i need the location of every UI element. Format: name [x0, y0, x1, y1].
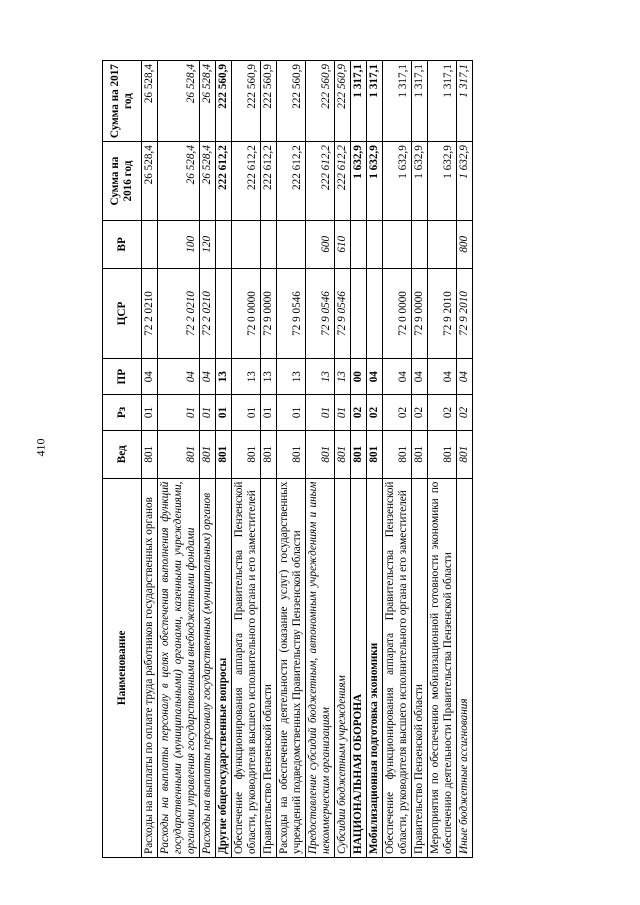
- cell-rz: 01: [216, 395, 232, 431]
- header-csr: ЦСР: [103, 268, 142, 359]
- cell-name: Правительство Пензенской области: [261, 478, 277, 857]
- cell-rz: 02: [428, 395, 457, 431]
- cell-name: Обеспечение функционирования аппарата Правительства Пензенской области, руководителя высшего исполнительного органа и его заместителей: [232, 478, 261, 857]
- cell-sum-2016: 1 632,9: [367, 142, 383, 221]
- cell-vr: [351, 220, 367, 268]
- table-header-row: [103, 61, 142, 858]
- cell-pr: 04: [428, 359, 457, 395]
- cell-csr: 72 9 0546: [277, 268, 306, 359]
- cell-csr: 72 9 0546: [306, 268, 335, 359]
- cell-name: Правительство Пензенской области: [412, 478, 428, 857]
- cell-rz: 02: [351, 395, 367, 431]
- cell-sum-2016: 222 612,2: [261, 142, 277, 221]
- cell-sum-2016: 26 528,4: [142, 142, 158, 221]
- cell-ved: 801: [216, 430, 232, 478]
- cell-rz: 02: [457, 395, 473, 431]
- cell-rz: 01: [232, 395, 261, 431]
- cell-ved: 801: [200, 430, 216, 478]
- cell-vr: [383, 220, 412, 268]
- cell-rz: 02: [412, 395, 428, 431]
- cell-sum-2017: 1 317,1: [428, 61, 457, 142]
- cell-csr: [216, 268, 232, 359]
- header-rz: Рз: [103, 395, 142, 431]
- table-row: [412, 61, 428, 858]
- cell-sum-2017: 222 560,9: [335, 61, 351, 142]
- cell-sum-2017: 1 317,1: [457, 61, 473, 142]
- cell-ved: 801: [142, 430, 158, 478]
- cell-csr: 72 0 0000: [232, 268, 261, 359]
- cell-sum-2017: 1 317,1: [412, 61, 428, 142]
- cell-ved: 801: [351, 430, 367, 478]
- header-vr: ВР: [103, 220, 142, 268]
- cell-csr: 72 9 0000: [261, 268, 277, 359]
- cell-sum-2017: 1 317,1: [351, 61, 367, 142]
- header-ved: Вед: [103, 430, 142, 478]
- cell-pr: 13: [277, 359, 306, 395]
- cell-sum-2016: 1 632,9: [412, 142, 428, 221]
- budget-table-container: [102, 60, 574, 858]
- table-row: [216, 61, 232, 858]
- cell-pr: 04: [367, 359, 383, 395]
- table-row: [383, 61, 412, 858]
- cell-name: Мобилизационная подготовка экономики: [367, 478, 383, 857]
- table-row: [200, 61, 216, 858]
- cell-csr: 72 2 0210: [142, 268, 158, 359]
- cell-rz: 01: [335, 395, 351, 431]
- cell-pr: 13: [306, 359, 335, 395]
- cell-vr: [367, 220, 383, 268]
- cell-ved: 801: [261, 430, 277, 478]
- cell-sum-2017: 26 528,4: [200, 61, 216, 142]
- cell-sum-2016: 222 612,2: [277, 142, 306, 221]
- cell-csr: 72 2 0210: [158, 268, 200, 359]
- cell-csr: 72 2 0210: [200, 268, 216, 359]
- cell-ved: 801: [367, 430, 383, 478]
- cell-name: Расходы на выплаты по оплате труда работников государственных органов: [142, 478, 158, 857]
- table-row: [457, 61, 473, 858]
- cell-sum-2016: 1 632,9: [428, 142, 457, 221]
- cell-ved: 801: [232, 430, 261, 478]
- cell-name: Предоставление субсидий бюджетным, автономным учреждениям и иным некоммерческим организациям: [306, 478, 335, 857]
- cell-vr: [261, 220, 277, 268]
- cell-vr: 600: [306, 220, 335, 268]
- cell-name: Иные бюджетные ассигнования: [457, 478, 473, 857]
- cell-name: Мероприятия по обеспечению мобилизационной готовности экономики по обеспечению деятельности Правительства Пензенской области: [428, 478, 457, 857]
- cell-vr: [428, 220, 457, 268]
- cell-sum-2017: 1 317,1: [383, 61, 412, 142]
- cell-sum-2016: 1 632,9: [457, 142, 473, 221]
- cell-name: Субсидии бюджетным учреждениям: [335, 478, 351, 857]
- page-number: 410: [33, 438, 48, 457]
- table-body: [142, 61, 473, 858]
- cell-sum-2016: 26 528,4: [158, 142, 200, 221]
- cell-csr: 72 9 0000: [412, 268, 428, 359]
- cell-ved: 801: [158, 430, 200, 478]
- table-row: [351, 61, 367, 858]
- cell-name: НАЦИОНАЛЬНАЯ ОБОРОНА: [351, 478, 367, 857]
- table-row: [367, 61, 383, 858]
- cell-sum-2016: 1 632,9: [383, 142, 412, 221]
- cell-sum-2017: 222 560,9: [277, 61, 306, 142]
- cell-ved: 801: [412, 430, 428, 478]
- cell-sum-2017: 222 560,9: [306, 61, 335, 142]
- table-row: [261, 61, 277, 858]
- cell-sum-2017: 26 528,4: [142, 61, 158, 142]
- cell-sum-2016: 222 612,2: [216, 142, 232, 221]
- cell-pr: 04: [142, 359, 158, 395]
- cell-csr: [351, 268, 367, 359]
- cell-pr: 04: [412, 359, 428, 395]
- cell-ved: 801: [335, 430, 351, 478]
- cell-sum-2016: 222 612,2: [306, 142, 335, 221]
- cell-pr: 00: [351, 359, 367, 395]
- cell-rz: 01: [306, 395, 335, 431]
- cell-pr: 04: [158, 359, 200, 395]
- cell-rz: 01: [142, 395, 158, 431]
- cell-pr: 13: [261, 359, 277, 395]
- cell-sum-2017: 222 560,9: [216, 61, 232, 142]
- cell-sum-2017: 1 317,1: [367, 61, 383, 142]
- cell-rz: 01: [200, 395, 216, 431]
- cell-csr: 72 9 2010: [457, 268, 473, 359]
- cell-vr: 100: [158, 220, 200, 268]
- cell-sum-2016: 222 612,2: [232, 142, 261, 221]
- cell-csr: 72 9 2010: [428, 268, 457, 359]
- cell-sum-2016: 1 632,9: [351, 142, 367, 221]
- cell-name: Расходы на выплаты персоналу в целях обеспечения выполнения функций государственными (муниципальными) органами, казенными учреждениями, органами управления государственными внебюджетными фондами: [158, 478, 200, 857]
- header-sum-2017: Сумма на 2017 год: [103, 61, 142, 142]
- cell-ved: 801: [428, 430, 457, 478]
- table-row: [232, 61, 261, 858]
- header-pr: ПР: [103, 359, 142, 395]
- cell-pr: 13: [216, 359, 232, 395]
- cell-vr: [142, 220, 158, 268]
- header-name: Наименование: [103, 478, 142, 857]
- cell-csr: [367, 268, 383, 359]
- budget-table: [102, 60, 473, 858]
- cell-rz: 01: [158, 395, 200, 431]
- cell-name: Расходы на обеспечение деятельности (оказание услуг) государственных учреждений подведомственных Правительству Пензенской области: [277, 478, 306, 857]
- cell-sum-2016: 26 528,4: [200, 142, 216, 221]
- table-row: [428, 61, 457, 858]
- cell-ved: 801: [457, 430, 473, 478]
- table-row: [158, 61, 200, 858]
- cell-sum-2017: 26 528,4: [158, 61, 200, 142]
- cell-sum-2016: 222 612,2: [335, 142, 351, 221]
- table-row: [335, 61, 351, 858]
- cell-ved: 801: [277, 430, 306, 478]
- cell-csr: 72 0 0000: [383, 268, 412, 359]
- cell-rz: 02: [383, 395, 412, 431]
- cell-rz: 02: [367, 395, 383, 431]
- cell-pr: 04: [383, 359, 412, 395]
- cell-ved: 801: [306, 430, 335, 478]
- cell-vr: [216, 220, 232, 268]
- table-row: [306, 61, 335, 858]
- cell-csr: 72 9 0546: [335, 268, 351, 359]
- cell-rz: 01: [277, 395, 306, 431]
- cell-pr: 13: [335, 359, 351, 395]
- cell-name: Обеспечение функционирования аппарата Правительства Пензенской области, руководителя высшего исполнительного органа и его заместителей: [383, 478, 412, 857]
- cell-name: Другие общегосударственные вопросы: [216, 478, 232, 857]
- cell-vr: 120: [200, 220, 216, 268]
- cell-sum-2017: 222 560,9: [232, 61, 261, 142]
- cell-ved: 801: [383, 430, 412, 478]
- cell-vr: 800: [457, 220, 473, 268]
- cell-name: Расходы на выплаты персоналу государственных (муниципальных) органов: [200, 478, 216, 857]
- header-sum-2016: Сумма на 2016 год: [103, 142, 142, 221]
- cell-vr: [232, 220, 261, 268]
- cell-vr: 610: [335, 220, 351, 268]
- cell-sum-2017: 222 560,9: [261, 61, 277, 142]
- cell-pr: 04: [200, 359, 216, 395]
- table-row: [142, 61, 158, 858]
- cell-rz: 01: [261, 395, 277, 431]
- cell-pr: 04: [457, 359, 473, 395]
- cell-pr: 13: [232, 359, 261, 395]
- cell-vr: [277, 220, 306, 268]
- table-row: [277, 61, 306, 858]
- cell-vr: [412, 220, 428, 268]
